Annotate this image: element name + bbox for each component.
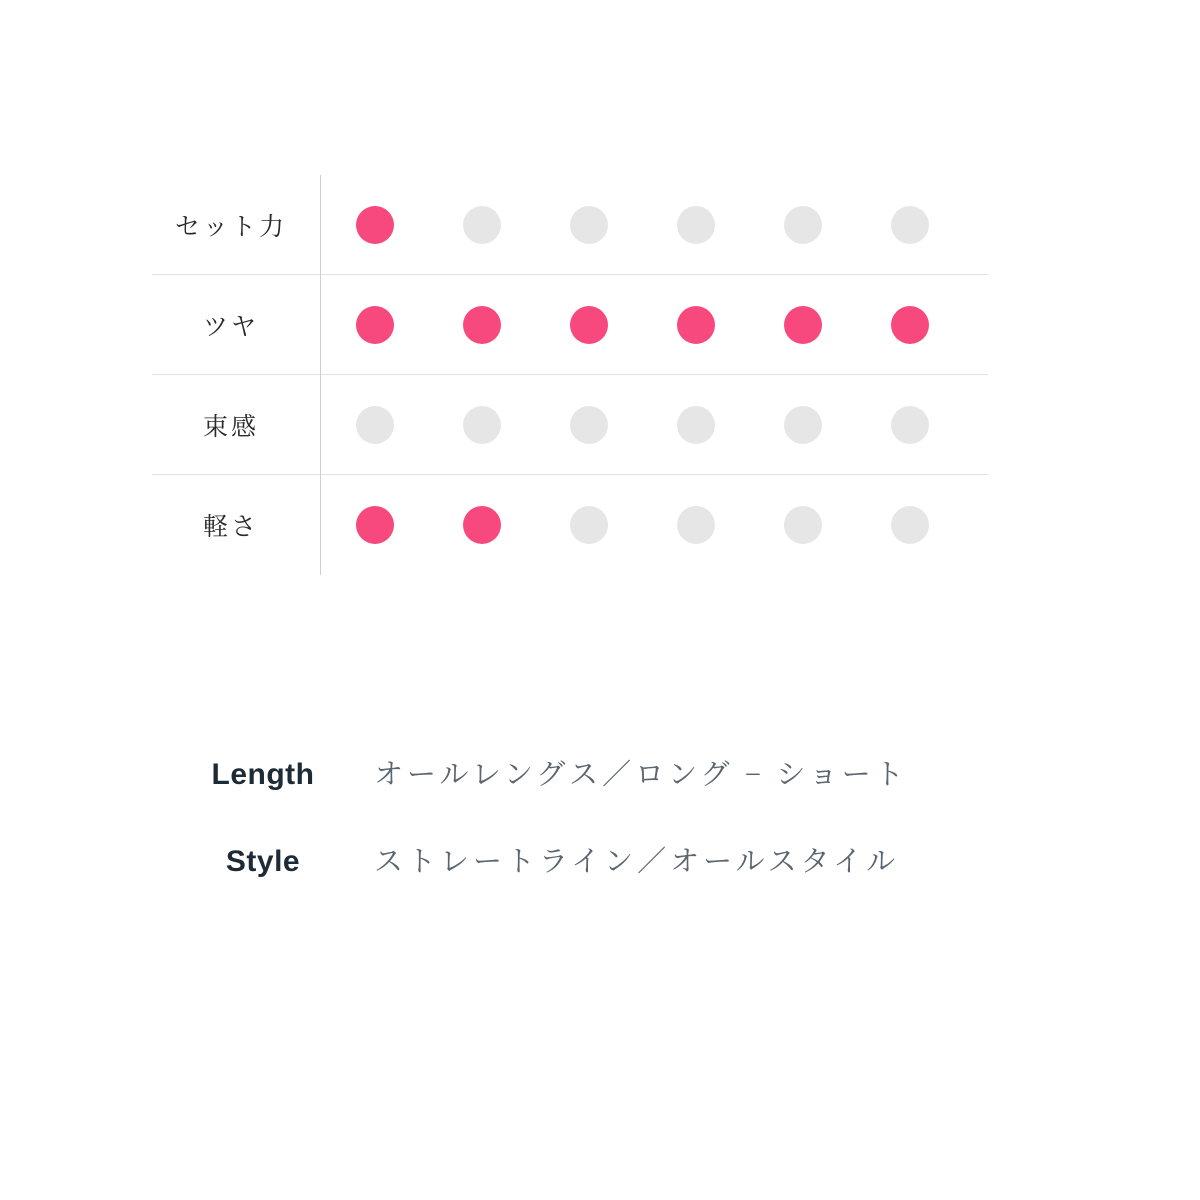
rating-dot-empty [570, 206, 608, 244]
rating-dot-empty [463, 206, 501, 244]
spec-row-style [152, 839, 1012, 880]
dot-cell [321, 506, 428, 544]
rating-dot-empty [570, 506, 608, 544]
spec-value: オールレングス／ロング − ショート [374, 759, 908, 791]
chart-row-dots [320, 175, 988, 275]
rating-dot-filled [356, 306, 394, 344]
chart-row-label: 軽さ [202, 514, 259, 541]
rating-dot-filled [570, 306, 608, 344]
rating-dot-empty [891, 206, 929, 244]
rating-dot-empty [891, 406, 929, 444]
dot-cell [321, 206, 428, 244]
rating-dot-filled [677, 306, 715, 344]
spec-key: Style [225, 845, 301, 878]
dot-cell [856, 506, 963, 544]
dot-cell [428, 306, 535, 344]
rating-dot-empty [570, 406, 608, 444]
dot-cell [535, 406, 642, 444]
dot-cell [856, 306, 963, 344]
dot-rating-chart [152, 175, 988, 575]
chart-row [152, 475, 988, 575]
dot-cell [535, 506, 642, 544]
spec-row-length [152, 752, 1012, 793]
rating-dot-empty [784, 206, 822, 244]
rating-dot-empty [784, 506, 822, 544]
rating-dot-empty [677, 206, 715, 244]
rating-dot-filled [463, 506, 501, 544]
dot-cell [642, 306, 749, 344]
rating-dot-empty [677, 506, 715, 544]
dot-cell [428, 206, 535, 244]
chart-row-dots [320, 375, 988, 475]
chart-row-label: セット力 [174, 213, 287, 241]
rating-dot-empty [463, 406, 501, 444]
dot-cell [321, 306, 428, 344]
chart-row [152, 275, 988, 375]
chart-row [152, 175, 988, 275]
dot-cell [428, 506, 535, 544]
rating-dot-filled [891, 306, 929, 344]
dot-cell [749, 506, 856, 544]
spec-key: Length [211, 758, 315, 791]
dot-cell [856, 206, 963, 244]
dot-cell [321, 406, 428, 444]
chart-row [152, 375, 988, 475]
dot-cell [535, 206, 642, 244]
spec-value: ストレートライン／オールスタイル [374, 846, 900, 878]
rating-dot-empty [677, 406, 715, 444]
rating-dot-filled [356, 206, 394, 244]
dot-cell [642, 206, 749, 244]
chart-row-dots [320, 275, 988, 375]
chart-row-dots [320, 475, 988, 575]
dot-cell [642, 406, 749, 444]
dot-cell [856, 406, 963, 444]
dot-cell [428, 406, 535, 444]
dot-cell [535, 306, 642, 344]
rating-dot-filled [356, 506, 394, 544]
chart-row-label: ツヤ [202, 313, 259, 341]
dot-cell [749, 206, 856, 244]
rating-dot-filled [463, 306, 501, 344]
rating-dot-empty [356, 406, 394, 444]
rating-dot-filled [784, 306, 822, 344]
spec-list [152, 752, 1012, 926]
dot-cell [749, 406, 856, 444]
dot-cell [749, 306, 856, 344]
rating-dot-empty [891, 506, 929, 544]
rating-dot-empty [784, 406, 822, 444]
chart-row-label: 束感 [202, 413, 259, 441]
dot-cell [642, 506, 749, 544]
